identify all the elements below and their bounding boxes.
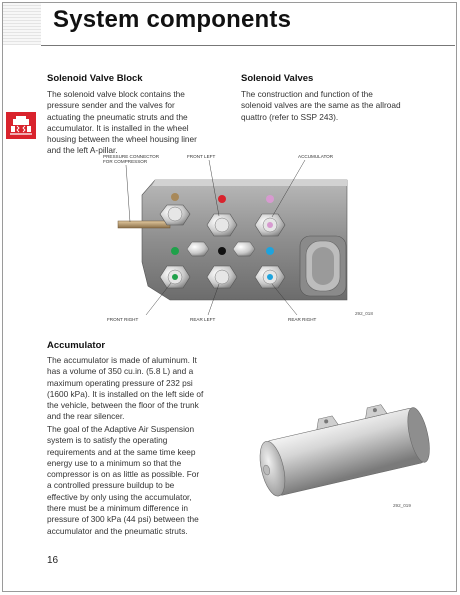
page-number: 16 bbox=[47, 555, 59, 566]
solenoid-valve-block-heading: Solenoid Valve Block bbox=[47, 73, 143, 84]
rear-right-label: REAR RIGHT bbox=[288, 317, 317, 322]
solenoid-valves-text: The construction and function of the solenoid valves are the same as the allroad quattro (refer to SSP 243). bbox=[241, 89, 401, 122]
accumulator-label: ACCUMULATOR bbox=[298, 154, 334, 159]
pressure-connector-label: PRESSURE CONNECTOR FOR COMPRESSOR bbox=[103, 154, 160, 165]
figure-number-accumulator: 292_019 bbox=[393, 503, 411, 508]
page-title: System components bbox=[53, 6, 292, 33]
accumulator-paragraph-2: The goal of the Adaptive Air Suspension system is to satisfy the operating requirements and at the same time keep energy use to a minimum so that the compressor is on as little as possible. For a controlled pressure buildup to be effective by only using the accumulator, there must be a minimum difference in pressure of 300 kPa (44 psi) between the accumulator and the pneumatic struts. bbox=[47, 424, 200, 536]
solenoid-valve-block-text: The solenoid valve block contains the pressure sender and the valves for actuating the pneumatic struts and the accumulator. It is installed in the wheel housing between the wheel housing liner and the left A-pillar. bbox=[47, 89, 197, 156]
accumulator-heading: Accumulator bbox=[47, 340, 106, 351]
figure-number-valve: 292_018 bbox=[355, 311, 373, 316]
front-left-label: FRONT LEFT bbox=[187, 154, 216, 159]
rear-left-label: REAR LEFT bbox=[190, 317, 216, 322]
accumulator-paragraph-1: The accumulator is made of aluminum. It has a volume of 350 cu.in. (5.8 L) and a maximum operating pressure of 232 psi (1600 kPa). It is installed on the left side of the vehicle, between the floor of the trunk and the rear silencer. bbox=[47, 355, 204, 422]
solenoid-valves-heading: Solenoid Valves bbox=[241, 73, 314, 84]
front-right-label: FRONT RIGHT bbox=[107, 317, 139, 322]
